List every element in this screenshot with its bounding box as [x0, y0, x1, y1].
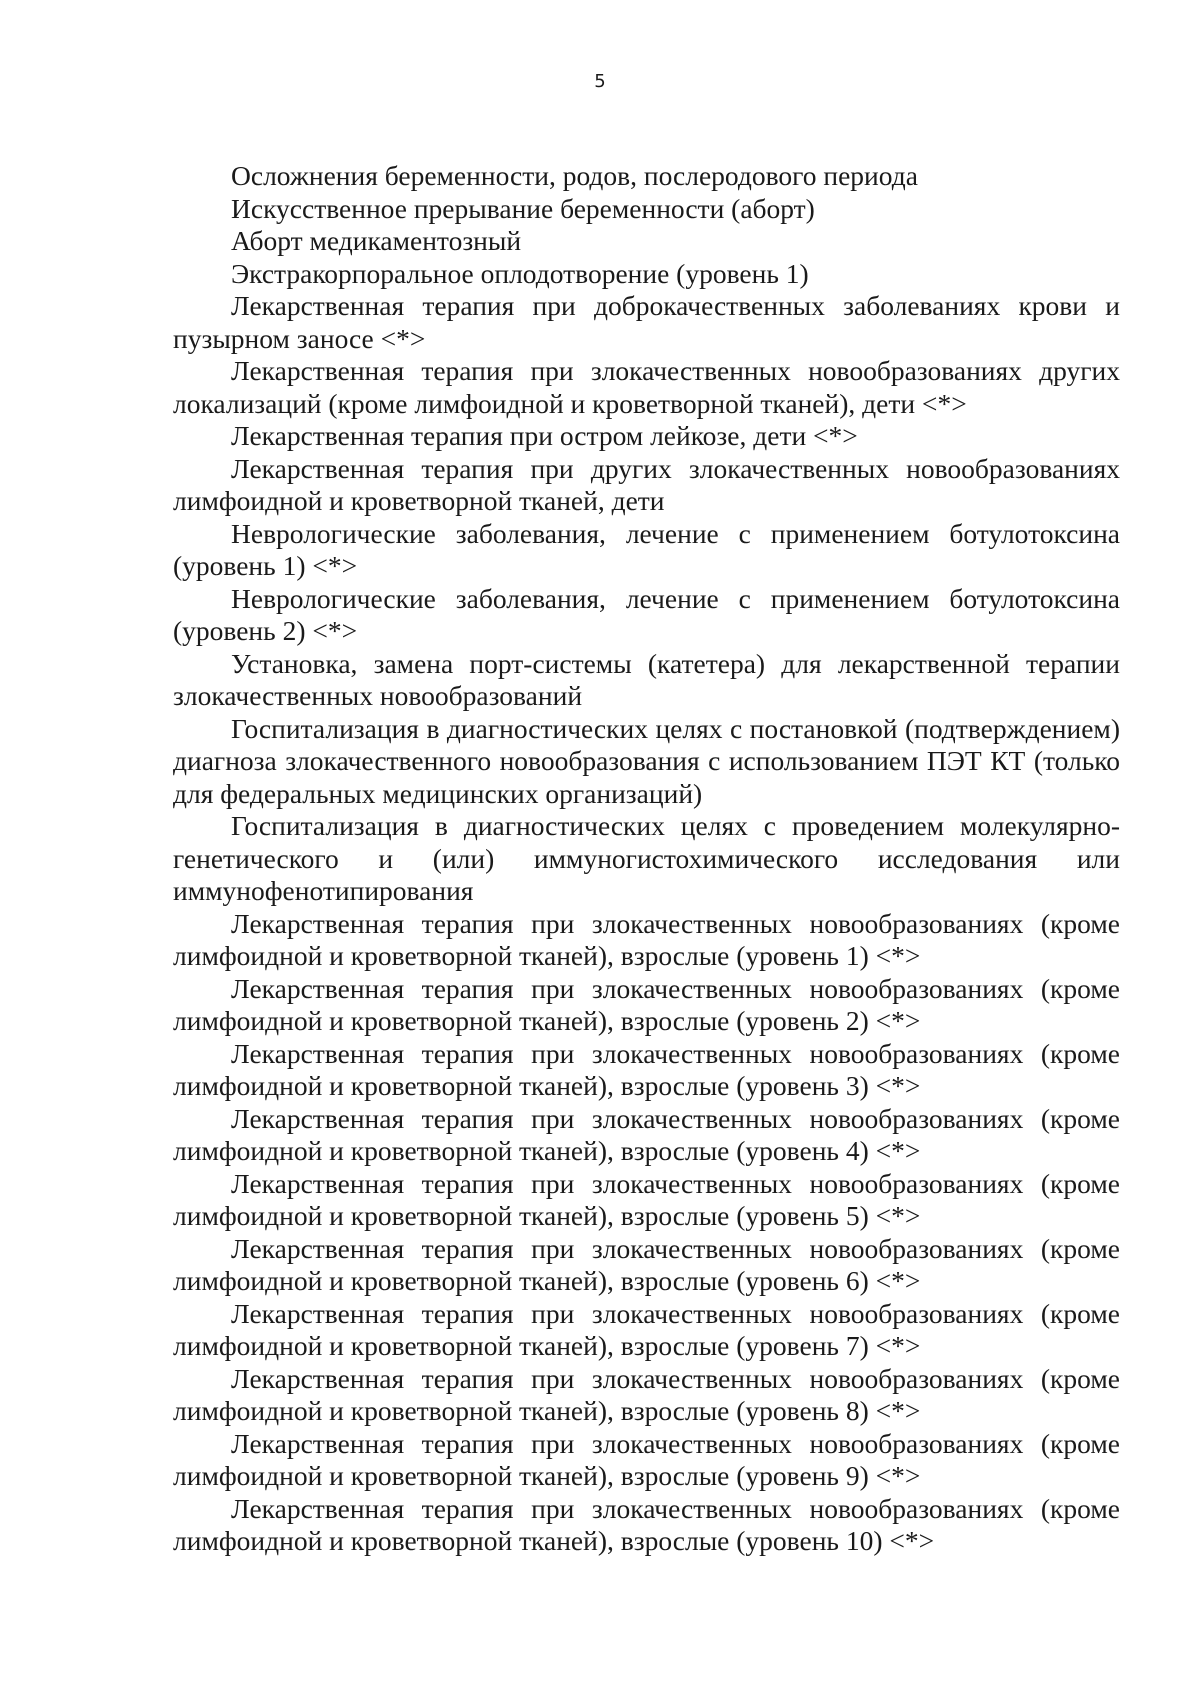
paragraph: Лекарственная терапия при остром лейкозе, дети <*> [231, 420, 858, 451]
paragraph: Лекарственная терапия при других злокачественных новообразованиях лимфоидной и кроветворной тканей, дети [173, 452, 1120, 516]
paragraph: Лекарственная терапия при злокачественных новообразованиях (кроме лимфоидной и кроветворной тканей), взрослые (уровень 4) <*> [173, 1102, 1120, 1166]
paragraph: Лекарственная терапия при злокачественных новообразованиях (кроме лимфоидной и кроветворной тканей), взрослые (уровень 6) <*> [173, 1232, 1120, 1296]
paragraph: Установка, замена порт-системы (катетера) для лекарственной терапии злокачественных новообразований [173, 647, 1120, 711]
paragraph: Госпитализация в диагностических целях с проведением молекулярно-генетического и (или) иммуногистохимического исследования или иммунофенотипирования [173, 810, 1120, 906]
paragraph: Неврологические заболевания, лечение с применением ботулотоксина (уровень 1) <*> [173, 517, 1120, 581]
paragraph: Лекарственная терапия при злокачественных новообразованиях (кроме лимфоидной и кроветворной тканей), взрослые (уровень 10) <*> [173, 1492, 1120, 1556]
paragraph: Лекарственная терапия при злокачественных новообразованиях (кроме лимфоидной и кроветворной тканей), взрослые (уровень 9) <*> [173, 1427, 1120, 1491]
paragraph: Лекарственная терапия при злокачественных новообразованиях (кроме лимфоидной и кроветворной тканей), взрослые (уровень 8) <*> [173, 1362, 1120, 1426]
document-body [173, 160, 1120, 1558]
paragraph: Неврологические заболевания, лечение с применением ботулотоксина (уровень 2) <*> [173, 582, 1120, 646]
paragraph: Аборт медикаментозный [231, 225, 522, 256]
paragraph: Лекарственная терапия при злокачественных новообразованиях (кроме лимфоидной и кроветворной тканей), взрослые (уровень 3) <*> [173, 1037, 1120, 1101]
paragraph: Экстракорпоральное оплодотворение (уровень 1) [231, 257, 809, 289]
paragraph: Лекарственная терапия при злокачественных новообразованиях (кроме лимфоидной и кроветворной тканей), взрослые (уровень 7) <*> [173, 1297, 1120, 1361]
paragraph: Лекарственная терапия при злокачественных новообразованиях (кроме лимфоидной и кроветворной тканей), взрослые (уровень 1) <*> [173, 907, 1120, 971]
paragraph: Лекарственная терапия при доброкачественных заболеваниях крови и пузырном заносе <*> [173, 290, 1120, 354]
paragraph: Лекарственная терапия при злокачественных новообразованиях других локализаций (кроме лимфоидной и кроветворной тканей), дети <*> [173, 355, 1120, 419]
paragraph: Лекарственная терапия при злокачественных новообразованиях (кроме лимфоидной и кроветворной тканей), взрослые (уровень 5) <*> [173, 1167, 1120, 1231]
paragraph: Госпитализация в диагностических целях с постановкой (подтверждением) диагноза злокачественного новообразования с использованием ПЭТ КТ (только для федеральных медицинских организаций) [173, 712, 1120, 809]
paragraph: Искусственное прерывание беременности (аборт) [231, 192, 815, 224]
paragraph: Осложнения беременности, родов, послеродового периода [231, 160, 918, 191]
page-number: 5 [594, 71, 606, 92]
paragraph: Лекарственная терапия при злокачественных новообразованиях (кроме лимфоидной и кроветворной тканей), взрослые (уровень 2) <*> [173, 972, 1120, 1036]
